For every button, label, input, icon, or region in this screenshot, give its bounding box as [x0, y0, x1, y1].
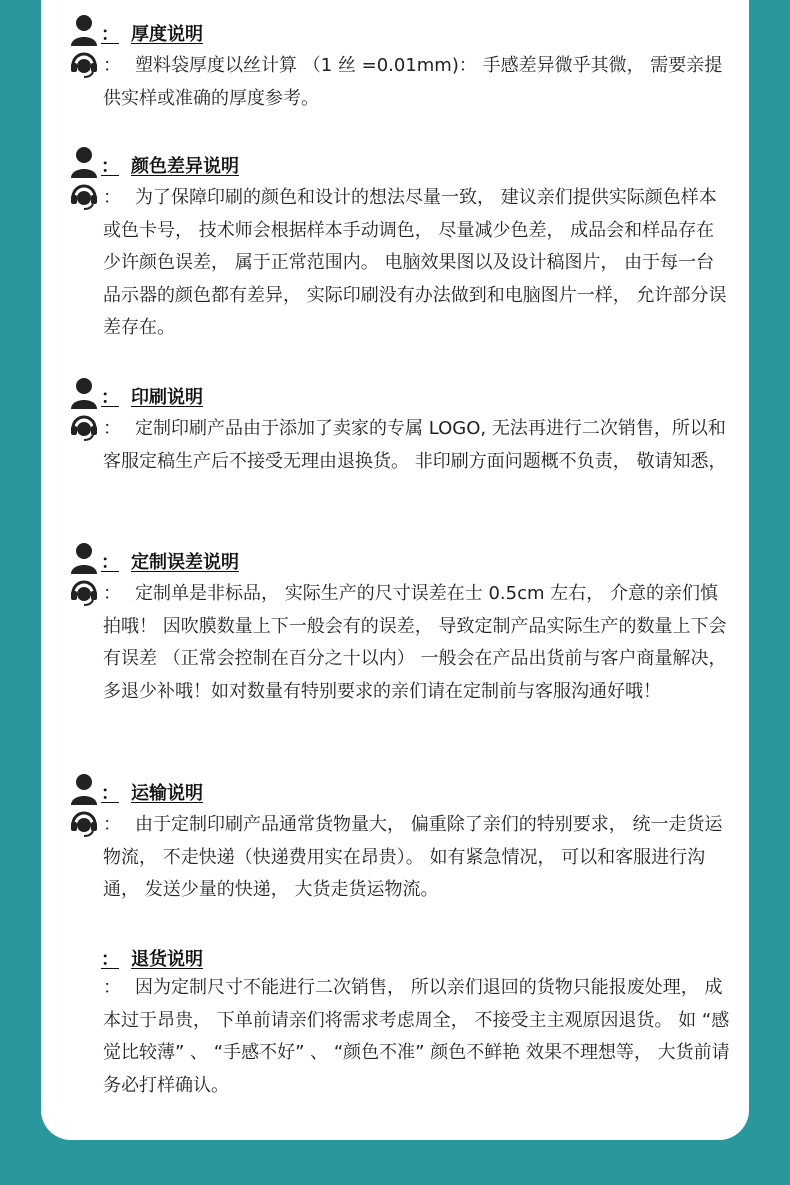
section-text	[103, 413, 731, 478]
section-text	[103, 182, 731, 345]
colon: ：	[103, 418, 121, 439]
section-heading	[69, 773, 469, 807]
section-text	[103, 50, 731, 115]
content-card	[41, 0, 749, 1140]
section-text	[103, 809, 731, 907]
section-paragraph: 因为定制尺寸不能进行二次销售， 所以亲们退回的货物只能报废处理， 成本过于昂贵， 下单前请亲们将需求考虑周全， 不接受主主观原因退货。 如 “感觉比较薄” 、 “手感不好” 、 “颜色不准” 颜色不鲜艳 效果不理想等， 大货前请务必打样确认。	[103, 977, 730, 1096]
section-heading	[69, 146, 469, 180]
section-title: ： 定制误差说明	[131, 548, 239, 574]
colon: ：	[103, 187, 121, 208]
user-icon	[69, 542, 99, 574]
section-title: ： 颜色差异说明	[131, 152, 239, 178]
user-icon	[69, 773, 99, 805]
section-title: ： 退货说明	[131, 945, 203, 971]
customer-service-icon	[69, 809, 99, 839]
section-title: ： 印刷说明	[131, 383, 203, 409]
customer-service-icon	[69, 50, 99, 80]
section-heading	[69, 377, 469, 411]
customer-service-icon	[69, 578, 99, 608]
section-title: ： 厚度说明	[131, 20, 203, 46]
colon: ：	[103, 814, 121, 835]
customer-service-icon	[69, 182, 99, 212]
customer-service-icon	[69, 413, 99, 443]
section-heading	[69, 542, 469, 576]
user-icon	[69, 14, 99, 46]
section-title: ： 运输说明	[131, 779, 203, 805]
user-icon	[69, 377, 99, 409]
colon: ：	[103, 55, 121, 76]
section-text	[103, 578, 731, 708]
section-paragraph: 由于定制印刷产品通常货物量大， 偏重除了亲们的特别要求， 统一走货运物流， 不走快递（快递费用实在昂贵）。 如有紧急情况， 可以和客服进行沟通， 发送少量的快递， 大货走货运物流。	[103, 814, 723, 900]
section-paragraph: 塑料袋厚度以丝计算 （1 丝 =0.01mm)： 手感差异微乎其微， 需要亲提供实样或准确的厚度参考。	[103, 55, 723, 109]
section-heading	[69, 939, 469, 973]
section-heading	[69, 14, 469, 48]
section-text	[103, 972, 731, 1102]
section-paragraph: 定制印刷产品由于添加了卖家的专属 LOGO, 无法再进行二次销售，所以和客服定稿生产后不接受无理由退换货。 非印刷方面问题概不负责， 敬请知悉，	[103, 418, 727, 472]
colon: ：	[103, 977, 121, 998]
user-icon	[69, 146, 99, 178]
colon: ：	[103, 583, 121, 604]
section-paragraph: 为了保障印刷的颜色和设计的想法尽量一致， 建议亲们提供实际颜色样本或色卡号， 技术师会根据样本手动调色， 尽量减少色差， 成品会和样品存在少许颜色误差， 属于正常范围内。 电脑效果图以及设计稿图片， 由于每一台品示器的颜色都有差异， 实际印刷没有办法做到和电脑图片一样， 允许部分误差存在。	[103, 187, 727, 338]
section-paragraph: 定制单是非标品， 实际生产的尺寸误差在士 0.5cm 左右， 介意的亲们慎拍哦！ 因吹膜数量上下一般会有的误差， 导致定制产品实际生产的数量上下会有误差 （正常会控制在百分之十以内） 一般会在产品出货前与客户商量解决， 多退少补哦！如对数量有特别要求的亲们请在定制前与客服沟通好哦！	[103, 583, 727, 702]
